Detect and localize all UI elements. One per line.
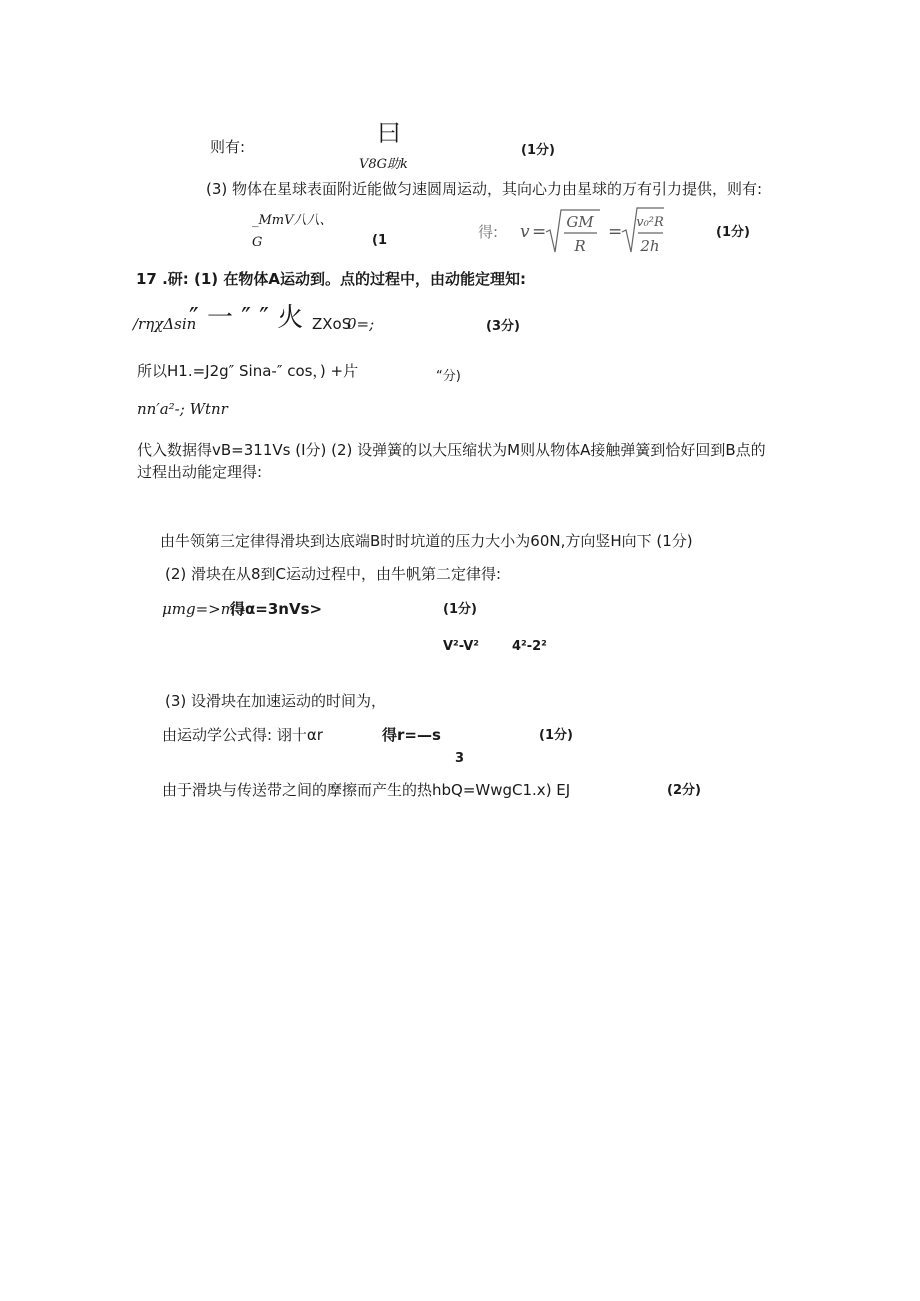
- score-label: (1分): [443, 602, 477, 617]
- heat-line: 由于滑块与传送带之间的摩擦而产生的热hbQ=WwgC1.x) EJ: [162, 781, 571, 799]
- process-line: 过程出动能定理得:: [137, 463, 263, 481]
- eq1-part-b: ″ 一 ″ ″ 火: [189, 303, 304, 333]
- glyph-mark: 曰: [377, 119, 401, 147]
- formula-r: R: [574, 237, 586, 255]
- substitute-line: 代入数据得vB=311Vs (I分) (2) 设弹簧的以大压缩状为M则从物体A接触弹簧到恰好回到B点的: [137, 441, 766, 459]
- newton-third-law-line: 由牛领第三定律得滑块到达底端B时时坑道的压力大小为60N,方向竖H向下 (1分): [160, 532, 693, 550]
- eq1-part-a: ∕rηχΔsin: [133, 315, 197, 333]
- mmv-expression: _MmV八八、: [252, 213, 333, 228]
- part3-statement: (3) 设滑块在加速运动的时间为，: [165, 692, 387, 710]
- accel-result: 得α=3nVs>: [230, 600, 323, 618]
- mu-expression: μmg=>m ι: [162, 600, 246, 618]
- nn-expression: nn′a²-; Wtnr: [137, 400, 228, 418]
- formula-2h: 2h: [640, 237, 660, 255]
- equals-sign: =: [608, 222, 623, 242]
- open-paren-fragment: (1: [372, 233, 387, 248]
- score-label: (3分): [486, 319, 520, 334]
- score-label: (2分): [667, 783, 701, 798]
- score-label: (1分): [521, 143, 555, 158]
- eq1-part-d: 0=;: [347, 315, 375, 333]
- velocity-formula: [476, 204, 666, 260]
- fraction-denominator: 3: [455, 751, 465, 766]
- part3-statement: (3) 物体在星球表面附近能做匀速圆周运动，其向心力由星球的万有引力提供，则有:: [206, 180, 763, 198]
- v-expression: V²-V²: [443, 639, 479, 654]
- part2-statement: (2) 滑块在从8到C运动过程中，由牛帆第二定律得:: [165, 565, 502, 583]
- score-label: (1分): [716, 225, 750, 240]
- formula-gm: GM: [566, 213, 594, 231]
- then-label: 则有:: [210, 138, 246, 156]
- g-symbol: G: [252, 235, 263, 250]
- time-result: 得r=—s: [382, 726, 441, 744]
- formula-var: v: [520, 222, 530, 242]
- equals-sign: =: [532, 222, 547, 242]
- formula-graphic: [476, 204, 666, 260]
- formula-label: 得:: [478, 223, 499, 241]
- kinematics-line: 由运动学公式得: 诩十αr: [162, 726, 323, 744]
- eq1-part-c: ZXoS: [312, 315, 352, 333]
- sub-expression: V8G助k: [359, 157, 408, 172]
- formula-v0r: v₀²R: [636, 215, 664, 230]
- numeric-expression: 4²-2²: [512, 639, 547, 654]
- q17-header: 17 .研: (1) 在物体A运动到。点的过程中，由动能定理知:: [136, 270, 526, 288]
- score-label: (1分): [539, 728, 573, 743]
- so-equation: 所以H1.=J2g″ Sina-″ cos，) +片: [137, 362, 359, 380]
- score-label: “分): [436, 369, 461, 384]
